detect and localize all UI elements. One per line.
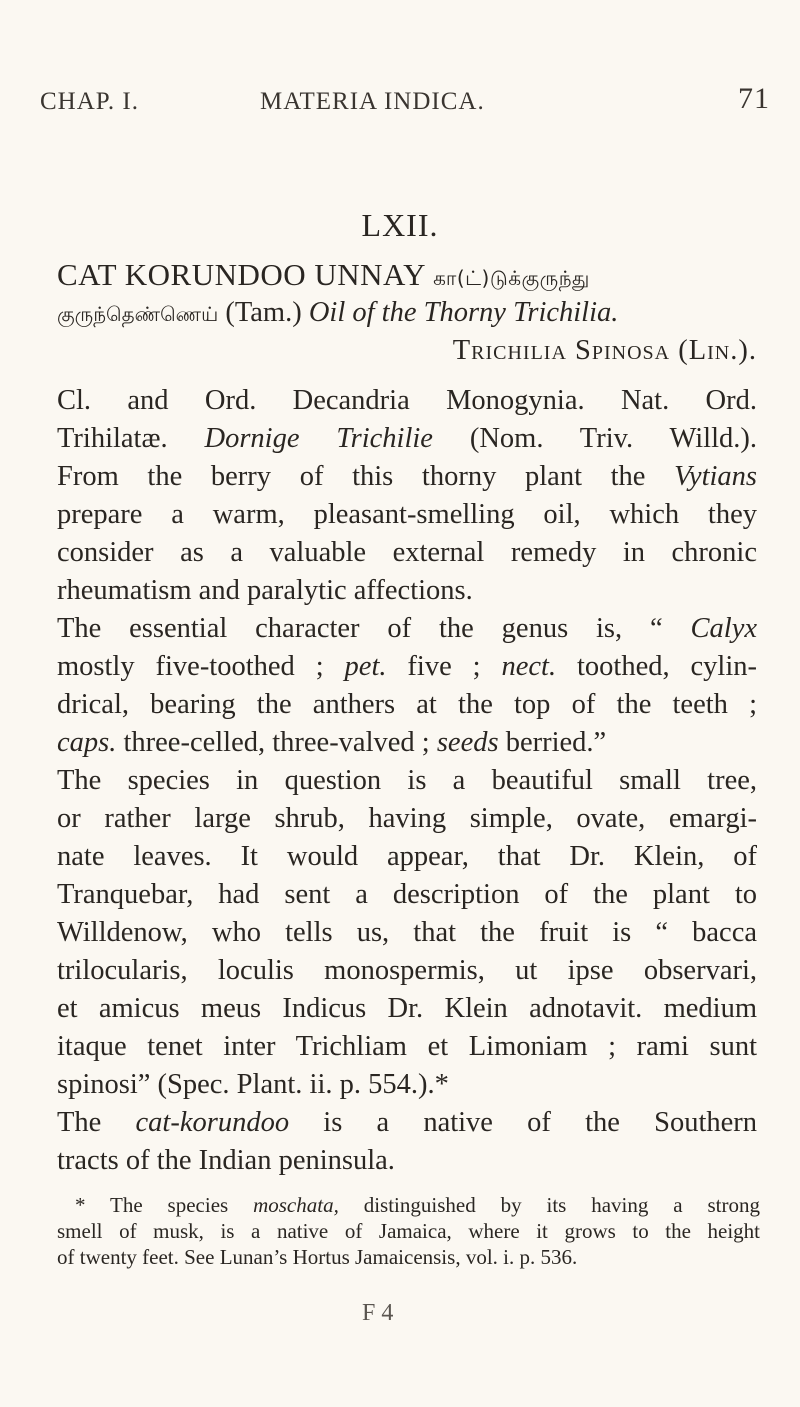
chapter-label: CHAP. I.	[40, 88, 139, 115]
footnote-line: * The species moschata, distinguished by its having a strong	[75, 1193, 760, 1217]
text-line: consider as a valuable external remedy in chronic	[57, 537, 757, 568]
text-line: itaque tenet inter Trichliam et Limoniam ; rami sunt	[57, 1031, 757, 1062]
entry-title-line-2	[57, 296, 757, 331]
entry-title-name: CAT KORUNDOO UNNAY	[57, 257, 425, 292]
text-line: tracts of the Indian peninsula.	[57, 1145, 395, 1176]
tamil-name-script: கா(ட்)டுக்குருந்து	[433, 266, 590, 290]
latin-name: Trichilia Spinosa (Lin.).	[452, 335, 757, 366]
text-line: Cl. and Ord. Decandria Monogynia. Nat. Ord.	[57, 385, 757, 416]
text-line: caps. three-celled, three-valved ; seeds berried.”	[57, 727, 607, 758]
text-line: Tranquebar, had sent a description of the plant to	[57, 879, 757, 910]
english-name: Oil of the Thorny Trichilia.	[308, 297, 619, 328]
tamil-name-cont: குருந்தெண்ணெய்	[57, 302, 219, 326]
text-line: or rather large shrub, having simple, ovate, emargi-	[57, 803, 757, 834]
text-line: rheumatism and paralytic affections.	[57, 575, 473, 606]
footnote-line: smell of musk, is a native of Jamaica, where it grows to the height	[57, 1219, 760, 1243]
running-title: MATERIA INDICA.	[260, 88, 485, 115]
text-line: drical, bearing the anthers at the top of the teeth ;	[57, 689, 757, 720]
text-line: spinosi” (Spec. Plant. ii. p. 554.).*	[57, 1069, 449, 1100]
text-line: mostly five-toothed ; pet. five ; nect. toothed, cylin-	[57, 651, 757, 682]
text-line: nate leaves. It would appear, that Dr. Klein, of	[57, 841, 757, 872]
text-line: The essential character of the genus is, “ Calyx	[57, 613, 757, 644]
text-line: The cat-korundoo is a native of the Southern	[57, 1107, 758, 1138]
text-line: et amicus meus Indicus Dr. Klein adnotavit. medium	[57, 993, 757, 1024]
entry-title-line	[57, 258, 757, 295]
page-number: 71	[738, 82, 770, 115]
text-line: From the berry of this thorny plant the Vytians	[57, 461, 757, 492]
text-line: The species in question is a beautiful small tree,	[57, 765, 757, 796]
text-line: prepare a warm, pleasant-smelling oil, which they	[57, 499, 757, 530]
language-tag: (Tam.)	[225, 297, 302, 328]
text-line: Willdenow, who tells us, that the fruit is “ bacca	[57, 917, 757, 948]
text-line: Trihilatæ. Dornige Trichilie (Nom. Triv. Willd.).	[57, 423, 757, 454]
signature-mark: F 4	[362, 1300, 394, 1326]
section-number: LXII.	[361, 207, 439, 243]
footnote-line: of twenty feet. See Lunan’s Hortus Jamaicensis, vol. i. p. 536.	[57, 1245, 578, 1269]
text-line: trilocularis, loculis monospermis, ut ipse observari,	[57, 955, 757, 986]
